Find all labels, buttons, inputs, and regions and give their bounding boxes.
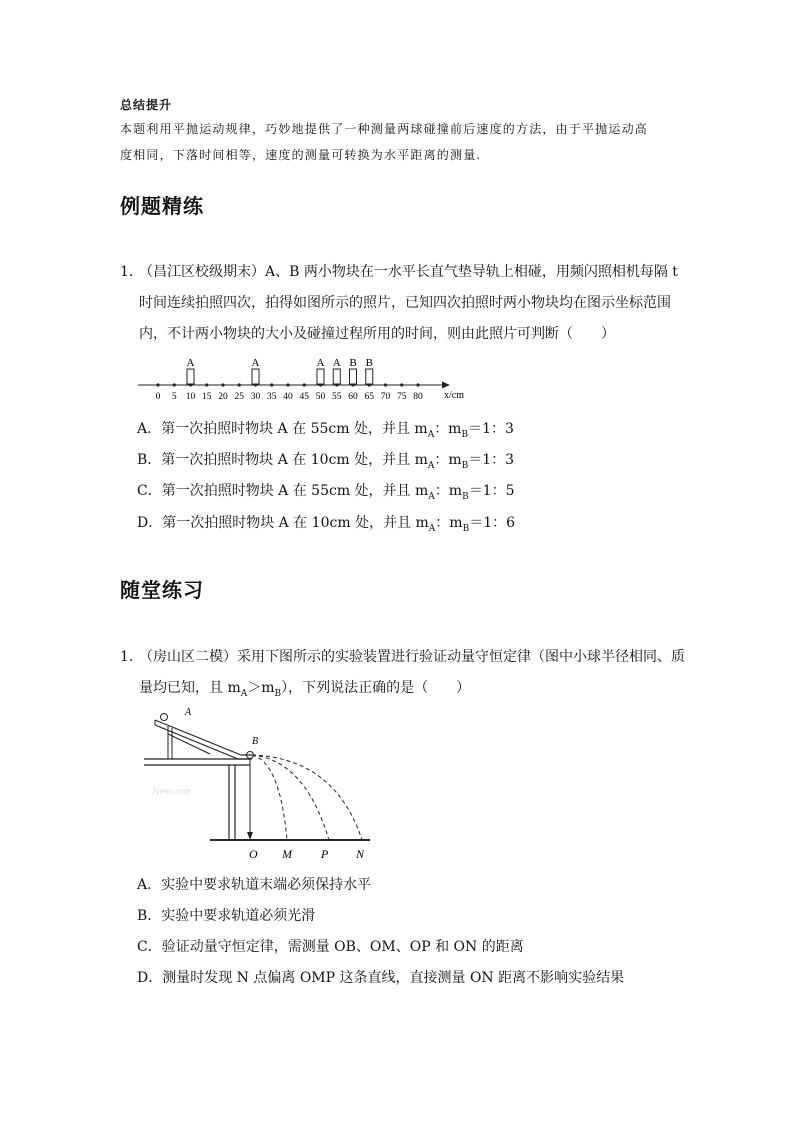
tick-label: 75 — [397, 392, 407, 402]
option-text: ＝1：3 — [468, 452, 515, 468]
example-option-d — [137, 512, 515, 534]
subscript: B — [274, 688, 282, 699]
block-label: A — [186, 357, 195, 369]
block-label: B — [349, 357, 357, 369]
example-q1-line-3: 内，不计两小物块的大小及碰撞过程所用的时间，则由此照片可判断（ ） — [139, 326, 615, 342]
block-a — [317, 369, 324, 384]
block-b — [350, 369, 357, 384]
practice-heading: 随堂练习 — [120, 578, 204, 602]
ball-a-icon — [161, 714, 168, 721]
practice-option-b: B．实验中要求轨道必须光滑 — [137, 908, 316, 924]
tick-label: 45 — [299, 392, 309, 402]
option-text: B．第一次拍照时物块 A 在 10cm 处，并且 m — [137, 452, 428, 468]
tick-label: 35 — [267, 392, 277, 402]
axis-arrow-icon — [442, 382, 450, 389]
tick-mark — [303, 383, 306, 386]
summary-line-1: 本题利用平抛运动规律，巧妙地提供了一种测量两球碰撞前后速度的方法，由于平抛运动高 — [120, 122, 649, 136]
ground-label-o: O — [249, 847, 258, 861]
tick-label: 60 — [348, 392, 358, 402]
tick-mark — [384, 383, 387, 386]
tick-label: 30 — [250, 392, 261, 402]
block-label: A — [332, 357, 341, 369]
block-a — [187, 369, 194, 384]
trajectory-m — [252, 755, 287, 840]
tick-label: 20 — [218, 392, 228, 402]
tick-label: 5 — [171, 392, 177, 402]
subscript: A — [428, 523, 436, 534]
tick-mark — [156, 383, 159, 386]
example-q1-number: 1． — [120, 264, 143, 280]
tick-mark — [286, 383, 289, 386]
tick-mark — [416, 383, 419, 386]
block-a — [333, 369, 340, 384]
summary-line-2: 度相同，下落时间相等，速度的测量可转换为水平距离的测量. — [120, 148, 482, 162]
question-text: ），下列说法正确的是（ ） — [281, 680, 471, 696]
option-text: ：m — [434, 452, 462, 468]
option-text: ：m — [434, 483, 463, 499]
subscript: A — [240, 688, 248, 699]
block-b — [366, 369, 373, 384]
option-text: ＝1：3 — [468, 421, 514, 437]
tick-mark — [205, 383, 208, 386]
summary-title: 总结提升 — [120, 98, 173, 112]
example-q1-line-1: （昌江区校级期末）A、B 两小物块在一水平长直气垫导轨上相碰，用频闪照相机每隔 t — [139, 264, 678, 280]
tick-label: 65 — [364, 392, 374, 402]
tick-label: 15 — [202, 392, 212, 402]
tick-mark — [173, 383, 176, 386]
question-text: 量均已知，且 m — [139, 680, 241, 696]
example-q1-line-2: 时间连续拍照四次，拍得如图所示的照片，已知四次拍照时两小物块均在图示坐标范围 — [139, 295, 671, 311]
block-label: A — [251, 357, 260, 369]
axis-label: x/cm — [444, 390, 464, 401]
practice-q1-line-2 — [139, 677, 470, 699]
option-text: ：m — [434, 421, 462, 437]
tick-label: 80 — [413, 392, 423, 402]
option-text: D．第一次拍照时物块 A 在 10cm 处，并且 m — [137, 515, 429, 531]
option-text: ＝1：6 — [469, 515, 516, 531]
practice-option-d: D．测量时发现 N 点偏离 OMP 这条直线，直接测量 ON 距离不影响实验结果 — [137, 970, 625, 986]
example-option-a — [137, 418, 514, 440]
tick-label: 70 — [380, 392, 391, 402]
tick-mark — [270, 383, 273, 386]
practice-q1-line-1: （房山区二模）采用下图所示的实验装置进行验证动量守恒定律（图中小球半径相同、质 — [139, 649, 685, 665]
option-text: ：m — [435, 515, 463, 531]
block-label: B — [365, 357, 373, 369]
tick-label: 0 — [155, 392, 161, 402]
subscript: A — [428, 491, 435, 502]
ground-label-p: P — [321, 847, 329, 861]
subscript: B — [461, 429, 469, 440]
subscript: A — [427, 429, 435, 440]
incline-ramp — [155, 720, 252, 759]
ground-label-m: M — [282, 847, 292, 861]
block-a — [252, 369, 259, 384]
plumb-arrow-icon — [247, 832, 253, 840]
option-text: ＝1：5 — [468, 483, 515, 499]
practice-q1-number: 1． — [120, 649, 143, 665]
example-option-b — [137, 449, 514, 471]
ball-a-label: A — [185, 707, 192, 718]
trajectory-p — [252, 755, 329, 840]
table — [144, 759, 250, 840]
subscript: B — [462, 523, 470, 534]
practice-option-c: C．验证动量守恒定律，需测量 OB、OM、OP 和 ON 的距离 — [137, 939, 524, 955]
number-line-figure — [130, 350, 490, 410]
option-text: A．第一次拍照时物块 A 在 55cm 处，并且 m — [137, 421, 428, 437]
subscript: B — [461, 460, 469, 471]
tick-label: 10 — [185, 392, 196, 402]
tick-label: 25 — [234, 392, 244, 402]
tick-mark — [221, 383, 224, 386]
ground-label-n: N — [356, 847, 365, 861]
tick-label: 40 — [283, 392, 293, 402]
examples-heading: 例题精练 — [120, 194, 204, 218]
subscript: A — [427, 460, 435, 471]
apparatus-figure — [140, 702, 380, 867]
subscript: B — [462, 491, 469, 502]
tick-mark — [400, 383, 403, 386]
question-text: ＞m — [247, 680, 275, 696]
watermark: Jyeoo.com — [152, 786, 191, 796]
block-label: A — [316, 357, 325, 369]
tick-label: 55 — [332, 392, 342, 402]
ball-b-label: B — [252, 736, 259, 747]
example-option-c — [137, 480, 515, 502]
tick-label: 50 — [315, 392, 326, 402]
tick-mark — [238, 383, 241, 386]
practice-option-a: A．实验中要求轨道末端必须保持水平 — [137, 877, 372, 893]
option-text: C．第一次拍照时物块 A 在 55cm 处，并且 m — [137, 483, 429, 499]
